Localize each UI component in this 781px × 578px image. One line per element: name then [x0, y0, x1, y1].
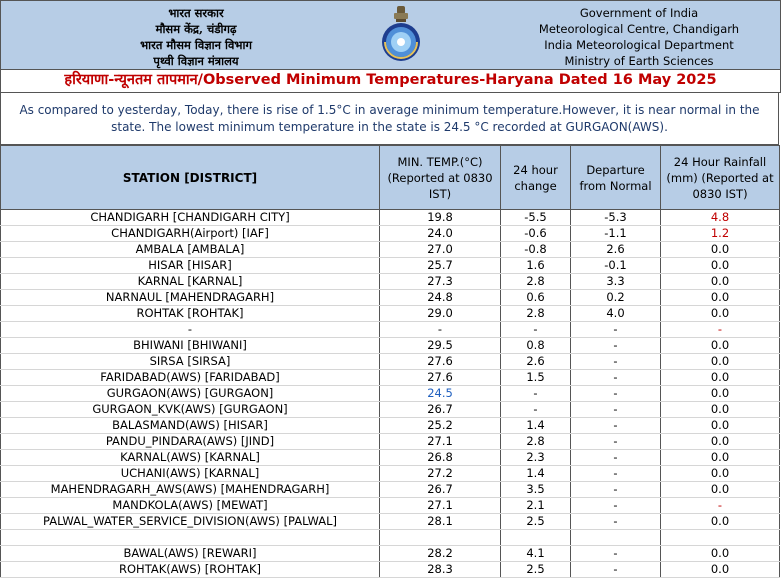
- departure-cell: -: [571, 434, 661, 450]
- table-row: [1, 434, 780, 450]
- departure-cell: [571, 530, 661, 546]
- table-row: [1, 386, 780, 402]
- station-cell: GURGAON_KVK(AWS) [GURGAON]: [1, 402, 380, 418]
- english-header: [501, 5, 777, 69]
- departure-cell: -: [571, 370, 661, 386]
- change-cell: -: [501, 402, 571, 418]
- change-cell: 1.4: [501, 418, 571, 434]
- min-temp-cell: -: [380, 322, 501, 338]
- table-row: [1, 514, 780, 530]
- change-cell: 0.6: [501, 290, 571, 306]
- page-title: हरियाणा-न्यूनतम तापमान/Observed Minimum Temperatures-Haryana Dated 16 May 2025: [0, 68, 781, 93]
- rainfall-cell: [661, 530, 780, 546]
- change-cell: 2.5: [501, 562, 571, 578]
- english-line: Meteorological Centre, Chandigarh: [538, 22, 740, 36]
- table-row: [1, 370, 780, 386]
- summary-text: As compared to yesterday, Today, there is rise of 1.5°C in average minimum temperature.However, it is near normal in the state. The lowest minimum temperature in the state is 24.5 °C recorded at GURGAON(AWS).: [0, 93, 779, 145]
- change-cell: 1.5: [501, 370, 571, 386]
- departure-cell: -0.1: [571, 258, 661, 274]
- departure-cell: -: [571, 466, 661, 482]
- station-cell: SIRSA [SIRSA]: [1, 354, 380, 370]
- departure-cell: -: [571, 338, 661, 354]
- departure-cell: 4.0: [571, 306, 661, 322]
- departure-cell: -: [571, 498, 661, 514]
- station-cell: CHANDIGARH [CHANDIGARH CITY]: [1, 210, 380, 226]
- col-station: STATION [DISTRICT]: [1, 146, 380, 210]
- header-banner: [0, 0, 781, 70]
- station-cell: UCHANI(AWS) [KARNAL]: [1, 466, 380, 482]
- table-body: [1, 210, 780, 578]
- station-cell: ROHTAK [ROHTAK]: [1, 306, 380, 322]
- table-row: [1, 290, 780, 306]
- hindi-line: भारत मौसम विज्ञान विभाग: [140, 38, 252, 52]
- station-cell: PALWAL_WATER_SERVICE_DIVISION(AWS) [PALWAL]: [1, 514, 380, 530]
- rainfall-cell: 0.0: [661, 434, 780, 450]
- hindi-line: पृथ्वी विज्ञान मंत्रालय: [153, 54, 239, 68]
- rainfall-cell: 0.0: [661, 370, 780, 386]
- change-cell: 0.8: [501, 338, 571, 354]
- english-line: Ministry of Earth Sciences: [564, 54, 714, 68]
- table-row: [1, 546, 780, 562]
- rainfall-cell: 0.0: [661, 418, 780, 434]
- rainfall-cell: 0.0: [661, 546, 780, 562]
- table-row: [1, 402, 780, 418]
- blank-row: [1, 530, 780, 546]
- station-cell: AMBALA [AMBALA]: [1, 242, 380, 258]
- departure-cell: -: [571, 482, 661, 498]
- min-temp-cell: 28.2: [380, 546, 501, 562]
- departure-cell: -: [571, 546, 661, 562]
- station-cell: KARNAL(AWS) [KARNAL]: [1, 450, 380, 466]
- temperature-table: [0, 145, 780, 578]
- station-cell: PANDU_PINDARA(AWS) [JIND]: [1, 434, 380, 450]
- station-cell: NARNAUL [MAHENDRAGARH]: [1, 290, 380, 306]
- rainfall-cell: 0.0: [661, 290, 780, 306]
- min-temp-cell: 25.2: [380, 418, 501, 434]
- table-row: [1, 274, 780, 290]
- rainfall-cell: 0.0: [661, 306, 780, 322]
- min-temp-cell: 24.5: [380, 386, 501, 402]
- hindi-header: [91, 5, 301, 69]
- table-row: [1, 258, 780, 274]
- col-rainfall: 24 Hour Rainfall (mm) (Reported at 0830 IST): [661, 146, 780, 210]
- col-24h-change: 24 hour change: [501, 146, 571, 210]
- departure-cell: -: [571, 514, 661, 530]
- change-cell: -5.5: [501, 210, 571, 226]
- rainfall-cell: 1.2: [661, 226, 780, 242]
- min-temp-cell: 24.0: [380, 226, 501, 242]
- departure-cell: -: [571, 322, 661, 338]
- change-cell: -0.8: [501, 242, 571, 258]
- min-temp-cell: 29.5: [380, 338, 501, 354]
- departure-cell: -: [571, 402, 661, 418]
- table-row: [1, 242, 780, 258]
- table-row: [1, 562, 780, 578]
- min-temp-cell: 27.2: [380, 466, 501, 482]
- departure-cell: 0.2: [571, 290, 661, 306]
- min-temp-cell: 27.3: [380, 274, 501, 290]
- departure-cell: 3.3: [571, 274, 661, 290]
- table-row: [1, 354, 780, 370]
- change-cell: 2.5: [501, 514, 571, 530]
- station-cell: GURGAON(AWS) [GURGAON]: [1, 386, 380, 402]
- station-cell: ROHTAK(AWS) [ROHTAK]: [1, 562, 380, 578]
- departure-cell: -1.1: [571, 226, 661, 242]
- imd-emblem-icon: [377, 4, 425, 66]
- departure-cell: -: [571, 418, 661, 434]
- departure-cell: -: [571, 354, 661, 370]
- table-row: [1, 322, 780, 338]
- min-temp-cell: 27.6: [380, 354, 501, 370]
- station-cell: FARIDABAD(AWS) [FARIDABAD]: [1, 370, 380, 386]
- table-row: [1, 466, 780, 482]
- rainfall-cell: 0.0: [661, 258, 780, 274]
- station-cell: KARNAL [KARNAL]: [1, 274, 380, 290]
- station-cell: [1, 530, 380, 546]
- change-cell: 2.8: [501, 274, 571, 290]
- min-temp-cell: 24.8: [380, 290, 501, 306]
- change-cell: -: [501, 322, 571, 338]
- rainfall-cell: -: [661, 498, 780, 514]
- min-temp-cell: 26.8: [380, 450, 501, 466]
- change-cell: 2.8: [501, 306, 571, 322]
- rainfall-cell: 0.0: [661, 562, 780, 578]
- change-cell: 2.8: [501, 434, 571, 450]
- change-cell: 3.5: [501, 482, 571, 498]
- departure-cell: -5.3: [571, 210, 661, 226]
- rainfall-cell: 0.0: [661, 450, 780, 466]
- min-temp-cell: 26.7: [380, 482, 501, 498]
- station-cell: BAWAL(AWS) [REWARI]: [1, 546, 380, 562]
- english-line: India Meteorological Department: [544, 38, 734, 52]
- table-row: [1, 498, 780, 514]
- min-temp-cell: 26.7: [380, 402, 501, 418]
- change-cell: 2.6: [501, 354, 571, 370]
- departure-cell: 2.6: [571, 242, 661, 258]
- table-row: [1, 482, 780, 498]
- rainfall-cell: 0.0: [661, 354, 780, 370]
- change-cell: 2.1: [501, 498, 571, 514]
- change-cell: 4.1: [501, 546, 571, 562]
- table-header-row: [1, 146, 780, 210]
- table-row: [1, 418, 780, 434]
- min-temp-cell: 27.1: [380, 498, 501, 514]
- rainfall-cell: 0.0: [661, 386, 780, 402]
- table-row: [1, 338, 780, 354]
- table-row: [1, 450, 780, 466]
- min-temp-cell: 28.1: [380, 514, 501, 530]
- col-departure: Departure from Normal: [571, 146, 661, 210]
- station-cell: MAHENDRAGARH_AWS(AWS) [MAHENDRAGARH]: [1, 482, 380, 498]
- min-temp-cell: [380, 530, 501, 546]
- min-temp-cell: 29.0: [380, 306, 501, 322]
- rainfall-cell: 0.0: [661, 514, 780, 530]
- station-cell: HISAR [HISAR]: [1, 258, 380, 274]
- departure-cell: -: [571, 562, 661, 578]
- min-temp-cell: 19.8: [380, 210, 501, 226]
- rainfall-cell: 4.8: [661, 210, 780, 226]
- rainfall-cell: 0.0: [661, 482, 780, 498]
- col-min-temp: MIN. TEMP.(°C) (Reported at 0830 IST): [380, 146, 501, 210]
- rainfall-cell: -: [661, 322, 780, 338]
- hindi-line: मौसम केंद्र, चंडीगढ़: [155, 22, 237, 36]
- station-cell: BHIWANI [BHIWANI]: [1, 338, 380, 354]
- min-temp-cell: 28.3: [380, 562, 501, 578]
- station-cell: BALASMAND(AWS) [HISAR]: [1, 418, 380, 434]
- station-cell: MANDKOLA(AWS) [MEWAT]: [1, 498, 380, 514]
- hindi-line: भारत सरकार: [168, 6, 224, 20]
- change-cell: 1.4: [501, 466, 571, 482]
- rainfall-cell: 0.0: [661, 402, 780, 418]
- rainfall-cell: 0.0: [661, 242, 780, 258]
- change-cell: 2.3: [501, 450, 571, 466]
- table-row: [1, 226, 780, 242]
- rainfall-cell: 0.0: [661, 274, 780, 290]
- min-temp-cell: 27.1: [380, 434, 501, 450]
- station-cell: CHANDIGARH(Airport) [IAF]: [1, 226, 380, 242]
- change-cell: 1.6: [501, 258, 571, 274]
- english-line: Government of India: [579, 6, 699, 20]
- table-row: [1, 306, 780, 322]
- station-cell: -: [1, 322, 380, 338]
- table-row: [1, 210, 780, 226]
- rainfall-cell: 0.0: [661, 466, 780, 482]
- min-temp-cell: 25.7: [380, 258, 501, 274]
- change-cell: -0.6: [501, 226, 571, 242]
- change-cell: -: [501, 386, 571, 402]
- rainfall-cell: 0.0: [661, 338, 780, 354]
- min-temp-cell: 27.6: [380, 370, 501, 386]
- departure-cell: -: [571, 386, 661, 402]
- min-temp-cell: 27.0: [380, 242, 501, 258]
- change-cell: [501, 530, 571, 546]
- departure-cell: -: [571, 450, 661, 466]
